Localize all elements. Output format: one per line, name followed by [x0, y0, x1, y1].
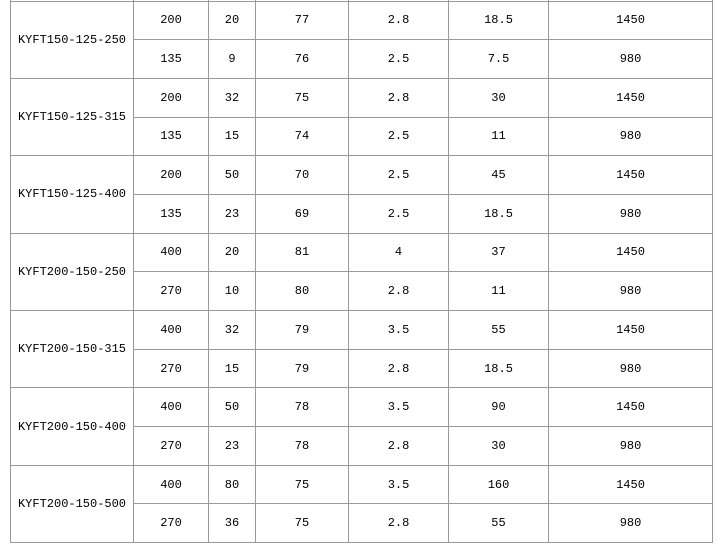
value-cell: 2.5 — [349, 156, 449, 195]
value-cell: 400 — [134, 388, 209, 427]
value-cell: 980 — [549, 504, 713, 543]
value-cell: 15 — [209, 117, 256, 156]
value-cell: 980 — [549, 349, 713, 388]
value-cell: 75 — [256, 465, 349, 504]
value-cell: 7.5 — [449, 40, 549, 79]
model-cell: KYFT150-125-400 — [11, 156, 134, 233]
value-cell: 20 — [209, 1, 256, 40]
value-cell: 11 — [449, 272, 549, 311]
value-cell: 32 — [209, 311, 256, 350]
value-cell: 69 — [256, 194, 349, 233]
value-cell: 70 — [256, 156, 349, 195]
value-cell: 55 — [449, 504, 549, 543]
value-cell: 1450 — [549, 311, 713, 350]
value-cell: 3.5 — [349, 388, 449, 427]
value-cell: 50 — [209, 388, 256, 427]
value-cell: 1450 — [549, 1, 713, 40]
value-cell: 135 — [134, 40, 209, 79]
value-cell: 980 — [549, 427, 713, 466]
value-cell: 2.8 — [349, 427, 449, 466]
value-cell: 80 — [209, 465, 256, 504]
model-cell: KYFT150-125-315 — [11, 78, 134, 155]
value-cell: 23 — [209, 427, 256, 466]
table-row — [11, 311, 713, 350]
value-cell: 77 — [256, 1, 349, 40]
value-cell: 15 — [209, 349, 256, 388]
value-cell: 135 — [134, 194, 209, 233]
value-cell: 79 — [256, 311, 349, 350]
value-cell: 20 — [209, 233, 256, 272]
value-cell: 2.8 — [349, 504, 449, 543]
value-cell: 18.5 — [449, 349, 549, 388]
value-cell: 200 — [134, 78, 209, 117]
value-cell: 270 — [134, 504, 209, 543]
value-cell: 3.5 — [349, 311, 449, 350]
value-cell: 1450 — [549, 233, 713, 272]
table-row — [11, 78, 713, 117]
table-row — [11, 1, 713, 40]
value-cell: 200 — [134, 1, 209, 40]
value-cell: 2.5 — [349, 40, 449, 79]
model-cell: KYFT150-125-250 — [11, 1, 134, 78]
model-cell: KYFT200-150-500 — [11, 465, 134, 542]
value-cell: 80 — [256, 272, 349, 311]
table-row — [11, 388, 713, 427]
value-cell: 78 — [256, 427, 349, 466]
model-cell: KYFT200-150-400 — [11, 388, 134, 465]
value-cell: 980 — [549, 272, 713, 311]
value-cell: 200 — [134, 156, 209, 195]
value-cell: 4 — [349, 233, 449, 272]
value-cell: 270 — [134, 349, 209, 388]
value-cell: 2.5 — [349, 194, 449, 233]
value-cell: 1450 — [549, 465, 713, 504]
value-cell: 2.8 — [349, 272, 449, 311]
value-cell: 18.5 — [449, 1, 549, 40]
value-cell: 1450 — [549, 156, 713, 195]
value-cell: 980 — [549, 194, 713, 233]
value-cell: 23 — [209, 194, 256, 233]
value-cell: 36 — [209, 504, 256, 543]
value-cell: 160 — [449, 465, 549, 504]
model-cell: KYFT200-150-250 — [11, 233, 134, 310]
value-cell: 2.5 — [349, 117, 449, 156]
value-cell: 400 — [134, 233, 209, 272]
value-cell: 2.8 — [349, 1, 449, 40]
table-row — [11, 465, 713, 504]
value-cell: 75 — [256, 504, 349, 543]
spec-table — [10, 0, 713, 543]
value-cell: 50 — [209, 156, 256, 195]
value-cell: 74 — [256, 117, 349, 156]
value-cell: 30 — [449, 427, 549, 466]
value-cell: 90 — [449, 388, 549, 427]
value-cell: 980 — [549, 40, 713, 79]
value-cell: 55 — [449, 311, 549, 350]
value-cell: 400 — [134, 465, 209, 504]
value-cell: 11 — [449, 117, 549, 156]
value-cell: 78 — [256, 388, 349, 427]
value-cell: 81 — [256, 233, 349, 272]
model-cell: KYFT200-150-315 — [11, 311, 134, 388]
value-cell: 79 — [256, 349, 349, 388]
value-cell: 45 — [449, 156, 549, 195]
value-cell: 2.8 — [349, 349, 449, 388]
value-cell: 1450 — [549, 388, 713, 427]
value-cell: 30 — [449, 78, 549, 117]
value-cell: 76 — [256, 40, 349, 79]
table-row — [11, 156, 713, 195]
value-cell: 18.5 — [449, 194, 549, 233]
value-cell: 75 — [256, 78, 349, 117]
value-cell: 37 — [449, 233, 549, 272]
table-row — [11, 233, 713, 272]
value-cell: 980 — [549, 117, 713, 156]
value-cell: 270 — [134, 272, 209, 311]
value-cell: 1450 — [549, 78, 713, 117]
value-cell: 270 — [134, 427, 209, 466]
value-cell: 10 — [209, 272, 256, 311]
value-cell: 400 — [134, 311, 209, 350]
value-cell: 32 — [209, 78, 256, 117]
value-cell: 135 — [134, 117, 209, 156]
value-cell: 2.8 — [349, 78, 449, 117]
value-cell: 3.5 — [349, 465, 449, 504]
value-cell: 9 — [209, 40, 256, 79]
